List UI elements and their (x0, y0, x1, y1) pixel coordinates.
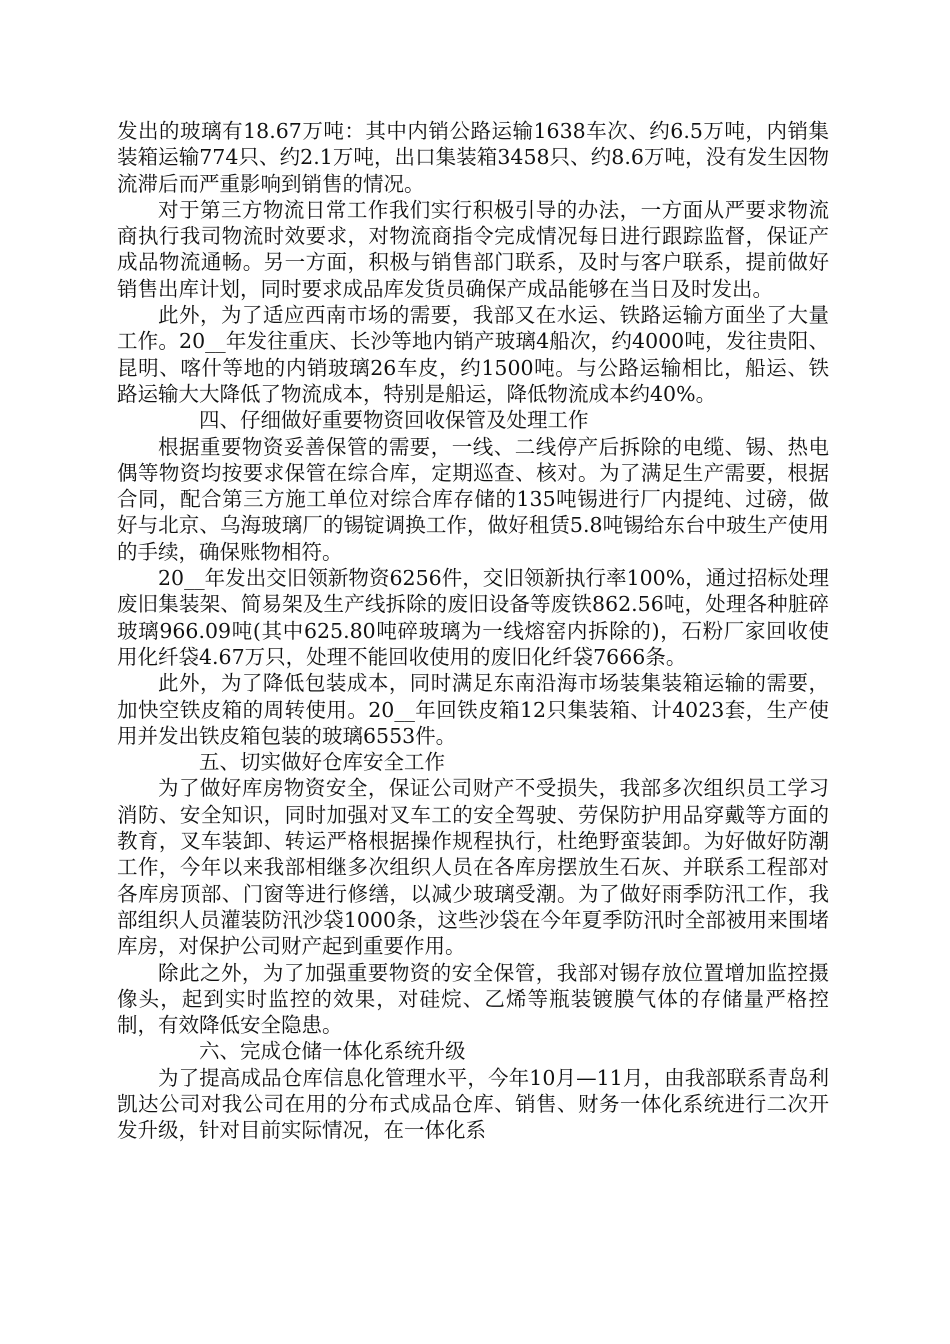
paragraph-monitoring: 除此之外，为了加强重要物资的安全保管，我部对锡存放位置增加监控摄像头，起到实时监控的效果，对硅烷、乙烯等瓶装镀膜气体的存储量严格控制，有效降低安全隐患。 (117, 960, 829, 1038)
paragraph-third-party-logistics: 对于第三方物流日常工作我们实行积极引导的办法，一方面从严要求物流商执行我司物流时效要求，对物流商指令完成情况每日进行跟踪监督，保证产成品物流通畅。另一方面，积极与销售部门联系，及时与客户联系，提前做好销售出库计划，同时要求成品库发货员确保产成品能够在当日及时发出。 (117, 197, 829, 301)
paragraph-southwest-market: 此外，为了适应西南市场的需要，我部又在水运、铁路运输方面坐了大量工作。20__年发往重庆、长沙等地内销产玻璃4船次，约4000吨，发往贵阳、昆明、喀什等地的内销玻璃26车皮，约1500吨。与公路运输相比，船运、铁路运输大大降低了物流成本，特别是船运，降低物流成本约40%。 (117, 303, 829, 406)
section-heading-4: 四、仔细做好重要物资回收保管及处理工作 (199, 408, 589, 433)
paragraph-warehouse-safety: 为了做好库房物资安全，保证公司财产不受损失，我部多次组织员工学习消防、安全知识，同时加强对叉车工的安全驾驶、劳保防护用品穿戴等方面的教育，叉车装卸、转运严格根据操作规程执行，杜绝野蛮装卸。为好做好防潮工作，今年以来我部相继多次组织人员在各库房摆放生石灰、并联系工程部对各库房顶部、门窗等进行修缮，以减少玻璃受潮。为了做好雨季防汛工作，我部组织人员灌装防汛沙袋1000条，这些沙袋在今年夏季防汛时全部被用来围堵库房，对保护公司财产起到重要作用。 (117, 776, 829, 959)
section-heading-6: 六、完成仓储一体化系统升级 (199, 1039, 466, 1064)
paragraph-logistics-summary: 发出的玻璃有18.67万吨：其中内销公路运输1638车次、约6.5万吨，内销集装箱运输774只、约2.1万吨，出口集装箱3458只、约8.6万吨，没有发生因物流滞后而严重影响到销售的情况。 (117, 119, 829, 196)
paragraph-system-upgrade: 为了提高成品仓库信息化管理水平，今年10月—11月，由我部联系青岛利凯达公司对我公司在用的分布式成品仓库、销售、财务一体化系统进行二次开发升级，针对目前实际情况，在一体化系 (117, 1065, 829, 1143)
paragraph-packaging-cost: 此外，为了降低包装成本，同时满足东南沿海市场装集装箱运输的需要，加快空铁皮箱的周转使用。20__年回铁皮箱12只集装箱、计4023套，生产使用并发出铁皮箱包装的玻璃6553件。 (117, 671, 829, 748)
paragraph-material-storage: 根据重要物资妥善保管的需要，一线、二线停产后拆除的电缆、锡、热电偶等物资均按要求保管在综合库，定期巡查、核对。为了满足生产需要，根据合同，配合第三方施工单位对综合库存储的135吨锡进行厂内提纯、过磅，做好与北京、乌海玻璃厂的锡锭调换工作，做好租赁5.8吨锡给东台中玻生产使用的手续，确保账物相符。 (117, 434, 829, 564)
document-page (117, 118, 829, 1144)
paragraph-old-for-new: 20__年发出交旧领新物资6256件，交旧领新执行率100%，通过招标处理废旧集装架、简易架及生产线拆除的废旧设备等废铁862.56吨，处理各种脏碎玻璃966.09吨(其中625.80吨碎玻璃为一线熔窑内拆除的)，石粉厂家回收使用化纤袋4.67万只，处理不能回收使用的废旧化纤袋7666条。 (117, 566, 829, 669)
section-heading-5: 五、切实做好仓库安全工作 (199, 750, 445, 775)
